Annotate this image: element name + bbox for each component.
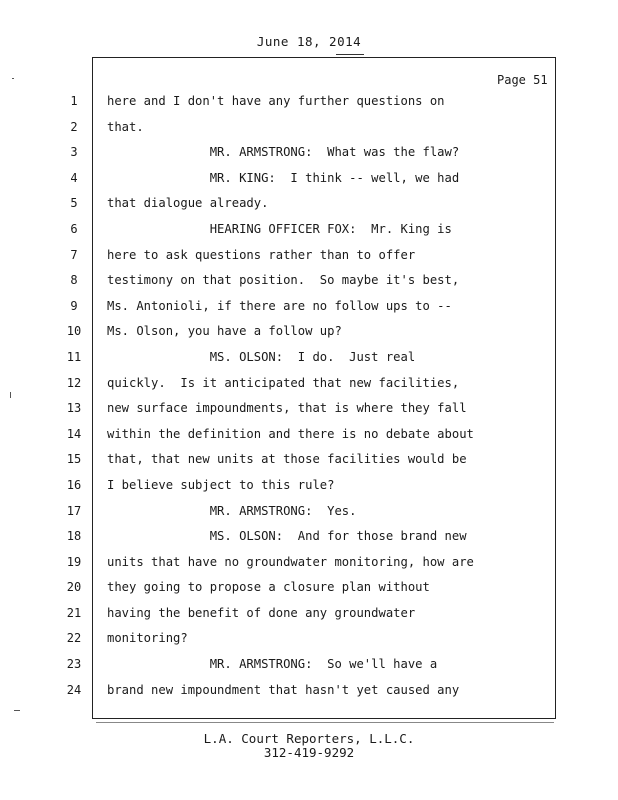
- transcript-line: [0, 652, 618, 678]
- line-number: 20: [66, 580, 82, 595]
- line-text: having the benefit of done any groundwater: [107, 605, 416, 620]
- line-number: 8: [70, 273, 78, 288]
- line-number: 7: [70, 247, 78, 262]
- court-reporter-phone: 312-419-9292: [263, 745, 355, 760]
- line-text: that dialogue already.: [107, 196, 269, 211]
- line-number: 10: [66, 324, 82, 339]
- line-text: I believe subject to this rule?: [107, 477, 335, 492]
- line-number: 13: [66, 401, 82, 416]
- transcript-line: [0, 626, 618, 652]
- line-number: 12: [66, 375, 82, 390]
- transcript-line: [0, 243, 618, 269]
- line-number: 9: [70, 298, 78, 313]
- line-number: 2: [70, 119, 78, 134]
- transcript-line: [0, 447, 618, 473]
- line-number: 5: [70, 196, 78, 211]
- line-text: that.: [107, 119, 144, 134]
- transcript-line: [0, 601, 618, 627]
- footer-rule: [96, 722, 554, 723]
- line-text: Ms. Olson, you have a follow up?: [107, 324, 342, 339]
- transcript-line: [0, 524, 618, 550]
- line-text: here to ask questions rather than to offer: [107, 247, 416, 262]
- line-number: 14: [66, 426, 82, 441]
- transcript-line: [0, 473, 618, 499]
- line-text: MS. OLSON: And for those brand new: [107, 529, 467, 544]
- page-number: Page 51: [497, 73, 548, 87]
- transcript-body: [0, 89, 618, 703]
- transcript-line: [0, 166, 618, 192]
- transcript-line: [0, 422, 618, 448]
- transcript-line: [0, 140, 618, 166]
- line-number: 24: [66, 682, 82, 697]
- scan-speck: [10, 392, 11, 398]
- line-text: they going to propose a closure plan without: [107, 580, 430, 595]
- line-text: HEARING OFFICER FOX: Mr. King is: [107, 221, 452, 236]
- line-text: that, that new units at those facilities would be: [107, 452, 467, 467]
- line-text: MR. KING: I think -- well, we had: [107, 170, 460, 185]
- line-number: 23: [66, 657, 82, 672]
- line-number: 15: [66, 452, 82, 467]
- line-number: 18: [66, 529, 82, 544]
- transcript-line: [0, 191, 618, 217]
- line-text: new surface impoundments, that is where they fall: [107, 401, 467, 416]
- line-number: 3: [70, 145, 78, 160]
- line-text: testimony on that position. So maybe it's best,: [107, 273, 460, 288]
- court-reporter-name: L.A. Court Reporters, L.L.C.: [203, 731, 415, 746]
- transcript-line: [0, 217, 618, 243]
- transcript-line: [0, 89, 618, 115]
- transcript-line: [0, 550, 618, 576]
- line-text: brand new impoundment that hasn't yet caused any: [107, 682, 460, 697]
- line-text: here and I don't have any further questions on: [107, 94, 445, 108]
- transcript-line: [0, 499, 618, 525]
- line-text: Ms. Antonioli, if there are no follow ups to --: [107, 298, 452, 313]
- line-text: MS. OLSON: I do. Just real: [107, 349, 416, 364]
- line-text: quickly. Is it anticipated that new facilities,: [107, 375, 460, 390]
- line-text: MR. ARMSTRONG: Yes.: [107, 503, 357, 518]
- scan-speck: [14, 710, 20, 711]
- line-number: 11: [66, 349, 82, 364]
- header-date: June 18, 2014: [256, 34, 362, 49]
- transcript-line: [0, 678, 618, 704]
- transcript-line: [0, 268, 618, 294]
- transcript-line: [0, 115, 618, 141]
- transcript-line: [0, 575, 618, 601]
- line-text: monitoring?: [107, 631, 188, 646]
- line-number: 17: [66, 503, 82, 518]
- line-number: 22: [66, 631, 82, 646]
- line-number: 6: [70, 221, 78, 236]
- line-number: 19: [66, 554, 82, 569]
- transcript-line: [0, 294, 618, 320]
- footer: [0, 732, 618, 760]
- transcript-line: [0, 319, 618, 345]
- line-number: 4: [70, 170, 78, 185]
- line-number: 16: [66, 477, 82, 492]
- line-number: 21: [66, 605, 82, 620]
- line-text: units that have no groundwater monitoring, how are: [107, 554, 474, 569]
- transcript-line: [0, 345, 618, 371]
- line-text: MR. ARMSTRONG: So we'll have a: [107, 657, 438, 672]
- transcript-line: [0, 396, 618, 422]
- transcript-line: [0, 371, 618, 397]
- line-number: 1: [70, 94, 78, 108]
- header-rule: [336, 54, 364, 55]
- scan-speck: [12, 78, 14, 79]
- line-text: MR. ARMSTRONG: What was the flaw?: [107, 145, 460, 160]
- line-text: within the definition and there is no debate about: [107, 426, 474, 441]
